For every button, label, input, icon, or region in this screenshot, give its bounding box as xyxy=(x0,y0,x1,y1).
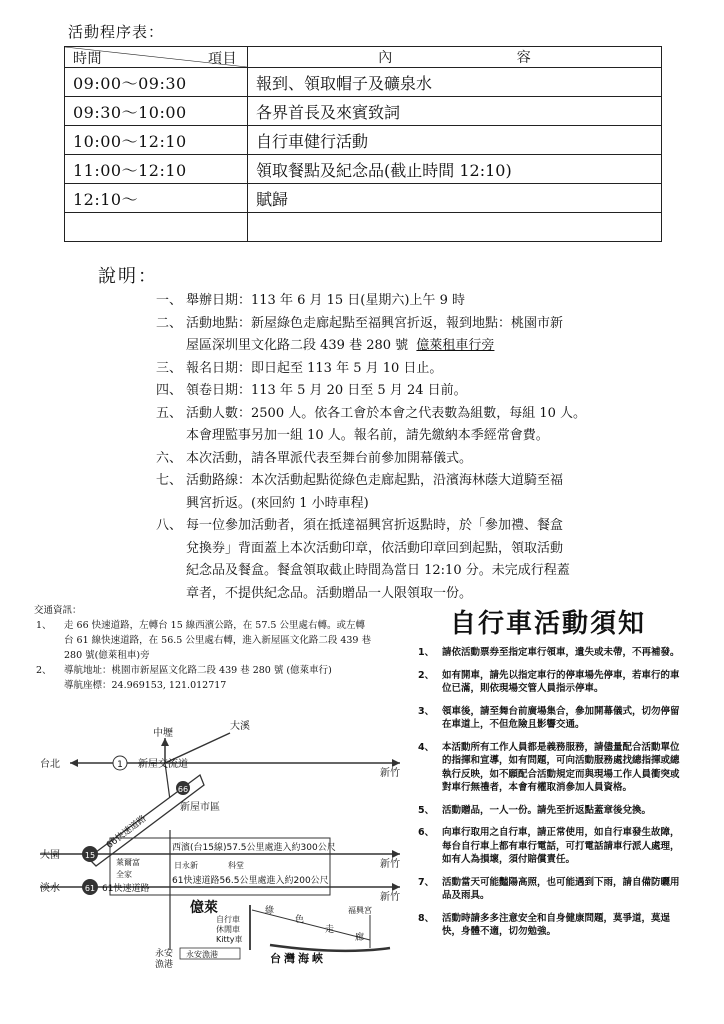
traffic-line: 導航座標：24.969153, 121.012717 xyxy=(64,680,227,691)
notice-num: 7、 xyxy=(418,876,435,888)
notice-item xyxy=(418,826,688,867)
schedule-content: 報到、領取帽子及礦泉水 xyxy=(248,68,662,97)
map-badge-61: 61 xyxy=(84,884,96,893)
map-label-danshui: 淡水 xyxy=(40,883,60,894)
notice-num: 8、 xyxy=(418,912,435,924)
notice-item xyxy=(418,912,688,939)
explanation-line: 舉辦日期：113 年 6 月 15 日(星期六)上午 9 時 xyxy=(186,293,465,308)
map-label-green-3: 走 xyxy=(325,925,335,935)
schedule-time: 09:30～10:00 xyxy=(65,97,248,126)
map-badge-1: 1 xyxy=(117,760,123,770)
notice-item xyxy=(418,705,688,732)
schedule-content: 各界首長及來賓致詞 xyxy=(248,97,662,126)
traffic-num: 2、 xyxy=(36,665,52,676)
explanation-line: 活動地點：新屋綠色走廊起點至福興宮折返，報到地點：桃園市新 xyxy=(186,315,564,331)
explanation-line: 本會理監事另加一組 10 人。報名前，請先繳納本季經常會費。 xyxy=(186,428,549,443)
schedule-content: 賦歸 xyxy=(248,184,662,213)
notice-list xyxy=(418,646,688,948)
map-label-shop-4: Kitty車 xyxy=(216,935,243,944)
traffic-item xyxy=(34,663,404,678)
explanation-num: 四、 xyxy=(156,383,183,398)
explanation-item xyxy=(130,515,690,538)
header-content-cell xyxy=(248,47,662,68)
notice-item xyxy=(418,669,688,696)
map-label-xinwu-interchange: 新屋交流道 xyxy=(138,759,188,770)
explanation-num: 八、 xyxy=(156,518,183,533)
notice-title: 自行車活動須知 xyxy=(449,609,646,639)
schedule-time: 10:00～12:10 xyxy=(65,126,248,155)
header-time: 時間 xyxy=(73,51,102,67)
traffic-line: 走 66 快速道路，左轉台 15 線西濱公路，在 57.5 公里處右轉。或左轉 xyxy=(64,620,365,631)
map-label-yongan: 永安 xyxy=(155,949,174,959)
notice-item xyxy=(418,646,688,660)
map-coastline xyxy=(270,945,390,951)
map-label-green-4: 廊 xyxy=(355,933,365,943)
notice-text: 本活動所有工作人員都是義務服務，請儘量配合活動單位的指揮和宣導，如有問題，可向活動服務處找總指揮或總執行反映，如不願配合活動規定而與現場工作人員衝突或對車行無禮者，本會有權取消參加人員資格。 xyxy=(442,741,680,793)
explanation-line: 活動人數：2500 人。依各工會於本會之代表數為組數，每組 10 人。 xyxy=(186,405,587,421)
map-label-road-61: 61快速道路 xyxy=(102,884,150,894)
schedule-title: 活動程序表： xyxy=(68,23,165,41)
notice-item xyxy=(418,804,688,818)
explanation-line: 活動路線：本次活動起點從綠色走廊起點，沿濱海林蔭大道騎至福 xyxy=(186,473,564,488)
notice-item xyxy=(418,741,688,795)
map-label-shop-name: 億萊 xyxy=(190,900,218,916)
map-label-shop-3: 休閒車 xyxy=(216,925,240,934)
traffic-title: 交通資訊： xyxy=(34,605,82,616)
schedule-row xyxy=(65,155,662,184)
map-label-taiwan-strait: 台灣海峽 xyxy=(270,952,326,965)
notice-text: 活動贈品，一人一份。請先至折返點蓋章後兌換。 xyxy=(442,804,652,816)
map-label-route-15: 西濱(台15線)57.5公里處進入約300公尺 xyxy=(172,843,336,853)
schedule-time: 11:00～12:10 xyxy=(65,155,248,184)
map-arrow-taipei xyxy=(70,759,78,767)
notice-text: 領車後，請至舞台前廣場集合，參加開幕儀式，切勿停留在車道上，不但危險且影響交通。 xyxy=(442,705,680,730)
explanation-num: 一、 xyxy=(156,293,183,308)
explanation-list xyxy=(130,290,690,605)
traffic-num: 1、 xyxy=(36,620,52,631)
map-badge-66: 66 xyxy=(177,785,189,794)
schedule-row xyxy=(65,184,662,213)
header-time-item-cell xyxy=(65,47,248,68)
map-label-taipei: 台北 xyxy=(40,759,60,770)
explanation-num: 六、 xyxy=(156,450,183,466)
map-label-temple: 科堂 xyxy=(228,861,244,870)
notice-num: 5、 xyxy=(418,804,435,816)
explanation-item xyxy=(130,358,690,381)
route-map xyxy=(40,721,410,970)
map-label-gas: 全家 xyxy=(116,870,132,879)
explanation-num: 五、 xyxy=(156,405,183,421)
explanation-line: 屋區深圳里文化路二段 439 巷 280 號 xyxy=(186,338,409,353)
traffic-line: 台 61 線快速道路，在 56.5 公里處右轉，進入新屋區文化路二段 439 巷 xyxy=(64,635,371,646)
traffic-item xyxy=(34,618,404,633)
explanation-line: 本次活動，請各單派代表至舞台前參加開幕儀式。 xyxy=(186,450,473,466)
schedule-content: 領取餐點及紀念品(截止時間 12:10) xyxy=(248,155,662,184)
notice-num: 3、 xyxy=(418,705,435,717)
explanation-item xyxy=(130,448,690,471)
explanation-line: 兌換券」背面蓋上本次活動印章，依活動印章回到起點，領取活動 xyxy=(186,540,564,556)
map-arrow-hsinchu-low xyxy=(392,883,400,891)
header-content-1: 內 xyxy=(378,50,393,66)
map-label-yongan-2: 漁港 xyxy=(155,960,174,970)
explanation-line: 紀念品及餐盒。餐盒領取截止時間為當日 12:10 分。未完成行程蓋 xyxy=(186,563,570,578)
explanation-num: 二、 xyxy=(156,315,183,331)
notice-num: 1、 xyxy=(418,647,435,658)
notice-text: 活動當天可能豔陽高照，也可能遇到下雨，請自備防曬用品及雨具。 xyxy=(442,876,680,901)
schedule-row xyxy=(65,97,662,126)
explanation-line: 興宮折返。(來回約 1 小時車程) xyxy=(186,495,369,511)
map-label-green-2: 色 xyxy=(295,915,305,925)
explanation-item xyxy=(130,313,690,336)
map-label-shop: 萊爾富 xyxy=(116,858,140,867)
notice-text: 請依活動票券至指定車行領車，遺失或未帶，不再補發。 xyxy=(442,647,680,658)
schedule-content: 自行車健行活動 xyxy=(248,126,662,155)
schedule-table xyxy=(64,46,662,242)
map-label-bank: 日永新 xyxy=(174,861,198,870)
explanation-line: 領卷日期：113 年 5 月 20 日至 5 月 24 日前。 xyxy=(186,383,467,398)
schedule-row xyxy=(65,68,662,97)
explanation-title: 說明： xyxy=(98,266,158,287)
map-label-hsinchu-3: 新竹 xyxy=(380,892,400,903)
map-label-zhongli: 中壢 xyxy=(153,728,173,739)
explanation-underlined: 億萊租車行旁 xyxy=(416,338,495,353)
map-label-fuxing: 福興宮 xyxy=(348,906,372,915)
explanation-line: 章者，不提供紀念品。活動贈品一人限領取一份。 xyxy=(186,585,473,601)
schedule-row-empty xyxy=(65,213,662,242)
map-arrow-hsinchu-mid xyxy=(392,850,400,858)
explanation-num: 三、 xyxy=(156,360,183,376)
map-label-route-61: 61快速道路56.5公里處進入約200公尺 xyxy=(172,876,329,886)
map-label-dayuan: 大園 xyxy=(40,850,60,861)
map-arrow-zhongli xyxy=(161,738,169,746)
map-label-green-1: 綠 xyxy=(265,906,275,916)
notice-num: 2、 xyxy=(418,669,435,681)
explanation-num: 七、 xyxy=(156,473,183,488)
header-item: 項目 xyxy=(208,51,237,67)
schedule-header-row xyxy=(65,47,662,68)
schedule-row xyxy=(65,126,662,155)
map-label-shop-2: 自行車 xyxy=(216,915,240,924)
notice-item xyxy=(418,876,688,903)
explanation-item xyxy=(130,403,690,426)
map-label-road-66: 66快速道路 xyxy=(104,813,149,851)
notice-text: 活動時請多多注意安全和自身健康問題，莫爭道，莫逞快，身體不適，切勿勉強。 xyxy=(442,912,671,937)
header-content-2: 容 xyxy=(516,50,531,66)
traffic-line: 導航地址：桃園市新屋區文化路二段 439 巷 280 號 (億萊車行) xyxy=(64,665,332,676)
notice-num: 6、 xyxy=(418,827,435,838)
explanation-item xyxy=(130,290,690,313)
map-label-yongan-hotel: 永安漁港 xyxy=(186,950,218,959)
schedule-time: 12:10～ xyxy=(65,184,248,213)
notice-text: 如有開車，請先以指定車行的停車場先停車，若車行的車位已滿，則依現場交管人員指示停車。 xyxy=(442,669,680,694)
map-label-hsinchu-1: 新竹 xyxy=(380,768,400,779)
traffic-info xyxy=(34,603,404,693)
schedule-time: 09:00～09:30 xyxy=(65,68,248,97)
traffic-line: 280 號(億萊租車)旁 xyxy=(64,650,150,661)
map-label-hsinchu-2: 新竹 xyxy=(380,859,400,870)
map-badge-15: 15 xyxy=(84,851,96,860)
explanation-line: 報名日期：即日起至 113 年 5 月 10 日止。 xyxy=(186,360,443,376)
schedule-time xyxy=(65,213,248,242)
map-label-daxi: 大溪 xyxy=(230,721,250,732)
explanation-item xyxy=(130,470,690,493)
map-label-xinwu-district: 新屋市區 xyxy=(180,802,220,813)
notice-text: 向車行取用之自行車，請正常使用，如自行車發生故障，每台自行車上都有車行電話，可打電話請車行派人處理，如有人為損壞，須付賠償責任。 xyxy=(442,827,680,865)
map-arrow-hsinchu-top xyxy=(392,759,400,767)
explanation-item xyxy=(130,380,690,403)
schedule-content xyxy=(248,213,662,242)
notice-num: 4、 xyxy=(418,741,435,753)
explanation-line: 每一位參加活動者，須在抵達福興宮折返點時，於「參加禮、餐盒 xyxy=(186,518,564,533)
